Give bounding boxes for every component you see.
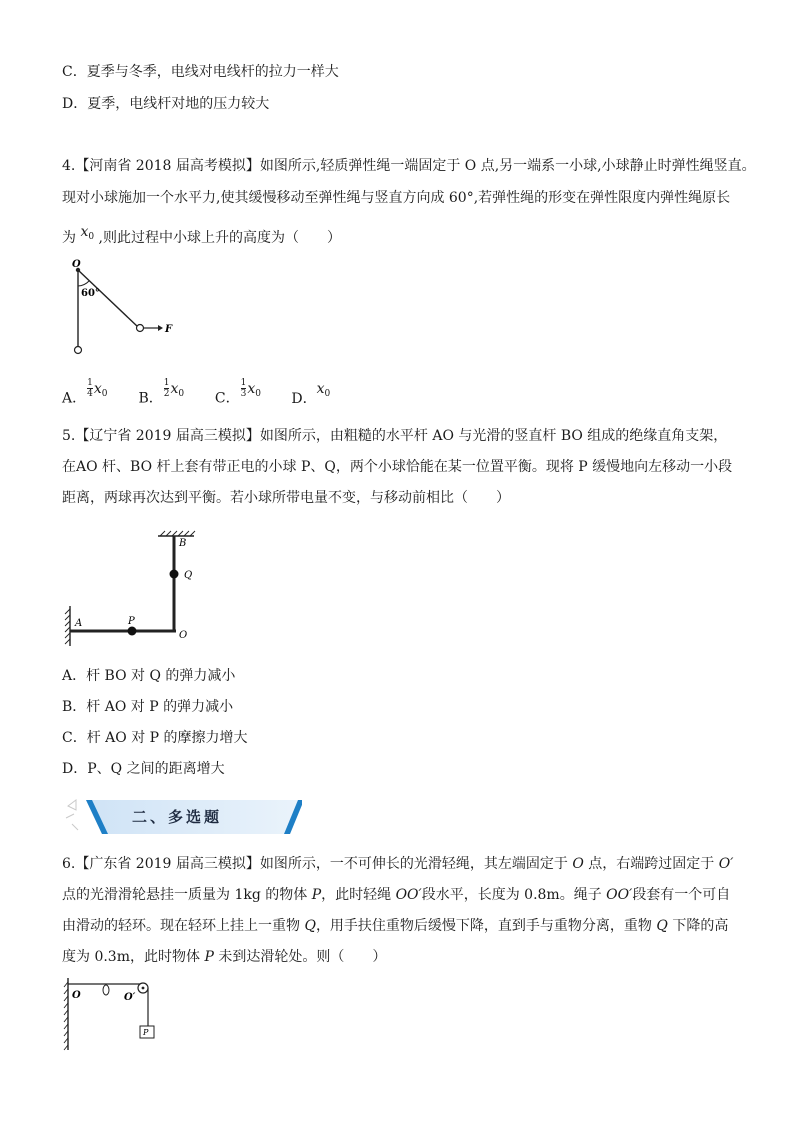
q4-label-o: O xyxy=(72,259,81,270)
q5-label-o: O xyxy=(179,630,188,641)
q5-label-b: B xyxy=(179,538,187,549)
q4-option-b-letter: B． xyxy=(138,390,163,407)
q6-text-12: ，用手扶住重物后缓慢下降，直到手与重物分离，重物 xyxy=(315,918,657,934)
q5-option-d: D．P、Q 之间的距离增大 xyxy=(62,761,225,777)
q4-option-c-den: 3 xyxy=(240,389,247,399)
q6-text-2: 点，右端跨过固定于 xyxy=(583,856,719,872)
q6-label-o: O xyxy=(72,990,81,1001)
section-banner xyxy=(62,796,302,838)
q4-line-3-pre: 为 xyxy=(62,230,76,246)
q4-option-c-sym: x xyxy=(247,380,256,397)
q6-text-16: 未到达滑轮处。则（ ） xyxy=(213,949,387,965)
q3-option-d: D．夏季，电线杆对地的压力较大 xyxy=(62,96,270,112)
q4-option-d-letter: D． xyxy=(291,390,317,407)
q4-option-a-sym: x xyxy=(93,380,102,397)
q5-figure xyxy=(62,528,202,650)
q4-line-3 xyxy=(62,224,341,253)
q6-label-o-prime: O′ xyxy=(124,992,136,1003)
q5-ball-p xyxy=(128,627,137,636)
q6-figure xyxy=(62,974,162,1054)
q4-force-arrowhead xyxy=(158,325,163,331)
q6-ring xyxy=(103,985,109,995)
q6-text-9: OO′ xyxy=(606,887,633,903)
q5-wall-hatch xyxy=(65,609,70,644)
q6-text-15: P xyxy=(204,949,214,965)
q4-x0-symbol: x xyxy=(80,224,89,240)
q4-option-b-sub: 0 xyxy=(178,388,185,399)
q6-label-p: P xyxy=(143,1028,149,1037)
q4-angle-arc xyxy=(78,281,89,286)
q4-label-angle: 60° xyxy=(81,288,100,299)
q4-option-b-num: 1 xyxy=(163,378,170,388)
q6-text-10: 段套有一个可自由滑动的轻环。现在轻环上挂上一重物 xyxy=(62,887,731,934)
q6-text-3: O′ xyxy=(718,856,734,872)
q6-text-5: P xyxy=(311,887,322,903)
q5-label-p: P xyxy=(128,616,135,627)
q4-option-d xyxy=(291,380,331,414)
q6-text-13: Q xyxy=(656,918,668,934)
q4-line-1: 4.【河南省 2018 届高考模拟】如图所示,轻质弹性绳一端固定于 O 点,另一端系一小球,小球静止时弹性绳竖直。 xyxy=(62,158,756,174)
q4-option-d-sub: 0 xyxy=(324,388,331,399)
q4-option-c-num: 1 xyxy=(240,378,247,388)
q5-label-q: Q xyxy=(184,570,193,581)
q6-text xyxy=(62,849,734,973)
q4-x0-subscript: 0 xyxy=(88,232,95,242)
q5-option-c: C．杆 AO 对 P 的摩擦力增大 xyxy=(62,730,248,746)
q6-pulley-axle xyxy=(142,987,145,990)
q4-option-a-sub: 0 xyxy=(101,388,108,399)
q4-option-a-den: 4 xyxy=(87,389,93,399)
q4-label-f: F xyxy=(165,324,173,335)
q5-option-a: A．杆 BO 对 Q 的弹力减小 xyxy=(62,668,236,684)
q4-option-a-letter: A． xyxy=(62,390,87,407)
section-title: 二、多选题 xyxy=(132,808,223,826)
q6-text-0: 6.【广东省 2019 届高三模拟】如图所示，一不可伸长的光滑轻绳，其左端固定于 xyxy=(62,856,573,872)
q4-option-d-sym: x xyxy=(316,380,325,397)
q5-text: 5.【辽宁省 2019 届高三模拟】如图所示，由粗糙的水平杆 AO 与光滑的竖直杆 BO 组成的绝缘直角支架，在AO 杆、BO 杆上套有带正电的小球 P、Q，两个小球恰能在某一位置平衡。现将 P 缓慢地向左移动一小段距离，两球再次达到平衡。若小球所带电量不变，与移动前相比（ ） xyxy=(62,428,733,506)
q3-option-c: C．夏季与冬季，电线对电线杆的拉力一样大 xyxy=(62,64,339,80)
q6-text-4: 点的光滑滑轮悬挂一质量为 1kg 的物体 xyxy=(62,887,312,903)
q4-ball-final xyxy=(137,325,144,332)
q4-options xyxy=(62,378,331,418)
q6-text-11: Q xyxy=(304,918,316,934)
q6-text-6: ，此时轻绳 xyxy=(321,887,396,903)
q4-option-b xyxy=(138,378,210,414)
q4-option-c xyxy=(214,378,287,414)
q4-line-3-post: ,则此过程中小球上升的高度为（ ） xyxy=(98,230,341,246)
q4-option-b-sym: x xyxy=(170,380,179,397)
q4-figure xyxy=(62,258,182,358)
q4-option-a-num: 1 xyxy=(87,378,93,388)
q5-ball-q xyxy=(170,570,179,579)
q5-option-b: B．杆 AO 对 P 的弹力减小 xyxy=(62,699,234,715)
q4-option-a xyxy=(62,378,134,414)
q6-text-8: 段水平，长度为 0.8m。绳子 xyxy=(421,887,607,903)
q4-option-c-sub: 0 xyxy=(255,388,261,399)
q4-ball-initial xyxy=(75,347,82,354)
q5-ceiling-hatch xyxy=(160,531,195,536)
q6-text-14: 下降的高度为 0.3m，此时物体 xyxy=(62,918,729,965)
q4-option-b-den: 2 xyxy=(163,389,170,399)
q5-label-a: A xyxy=(75,618,83,629)
q4-option-c-letter: C． xyxy=(214,390,240,407)
section-banner-decoration-icon xyxy=(66,800,78,830)
q6-text-7: OO′ xyxy=(395,887,422,903)
q4-line-2: 现对小球施加一个水平力,使其缓慢移动至弹性绳与竖直方向成 60°,若弹性绳的形变在弹性限度内弹性绳原长 xyxy=(62,190,731,206)
q6-text-1: O xyxy=(572,856,584,872)
